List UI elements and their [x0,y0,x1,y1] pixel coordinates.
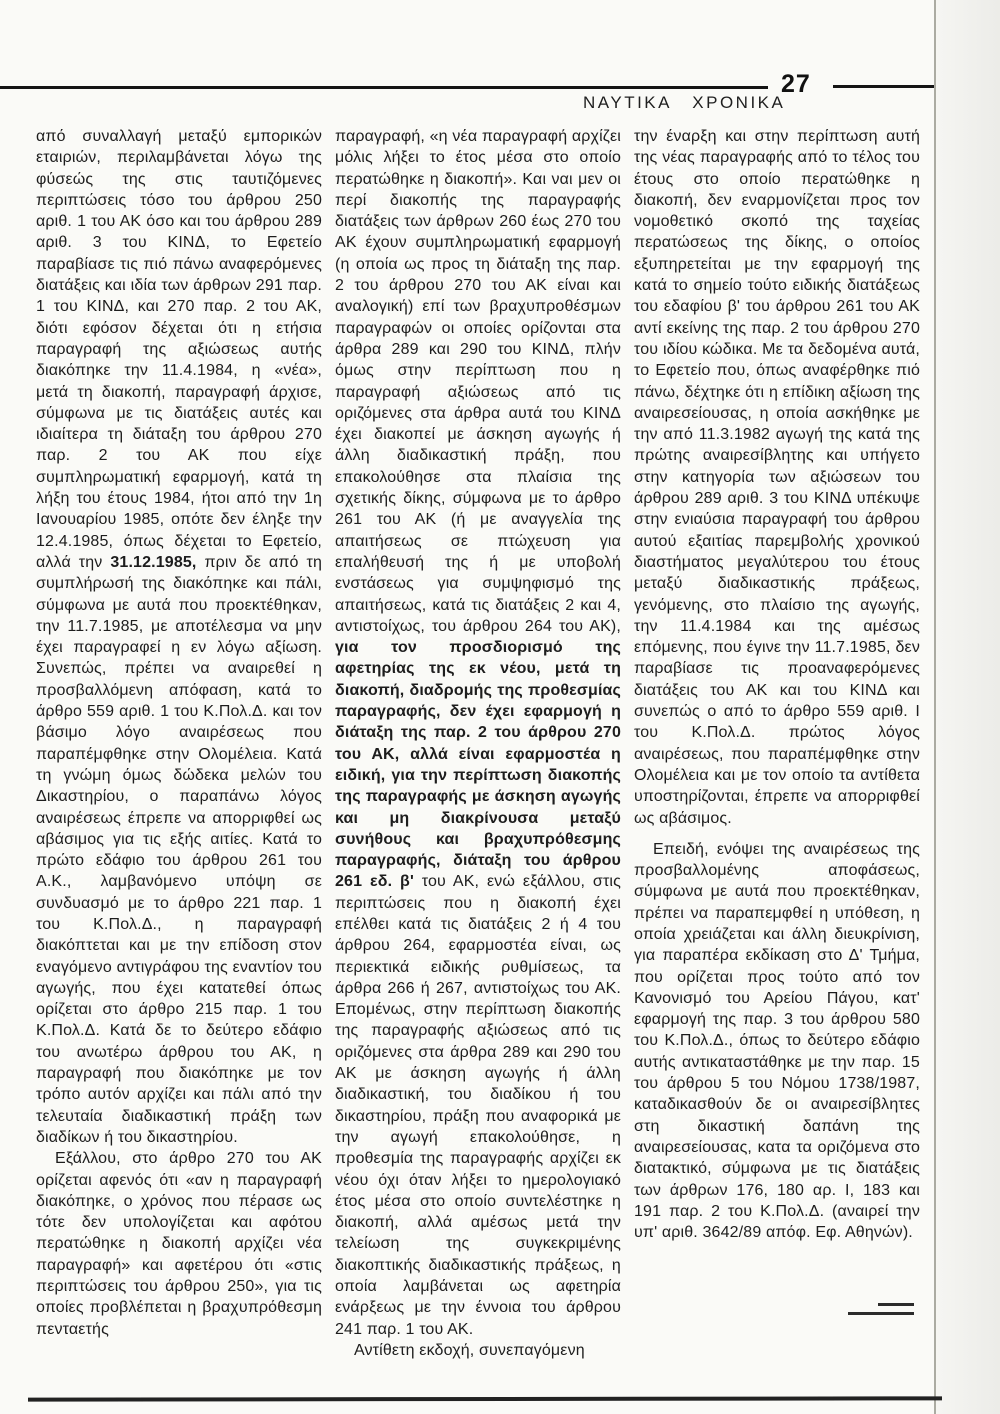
text-run: πριν δε από τη συμπλήρωσή της διακόπηκε και πάλι, σύμφωνα με αυτά που προεκτέθηκαν, την 11.7.1985, με αποτέλεσμα να μην έχει παραγραφεί η εν λόγω αξίωση. Συνεπώς, πρέπει να αναιρεθεί η προσβαλλόμενη απόφαση, κατά το άρθρο 559 αριθ. 1 του Κ.Πολ.Δ. και τον βάσιμο λόγο αναιρέσεως που παραπέμφθηκε στην Ολομέλεια. Κατά τη γνώμη όμως δώδεκα μελών του Δικαστηρίου, ο παραπάνω λόγος αναιρέσεως έπρεπε να απορριφθεί ως αβάσιμος για τις εξής αιτίες. Κατά το πρώτο εδάφιο του άρθρου 261 του Α.Κ., λαμβανόμενο υπόψη σε συνδυασμό με το άρθρο 221 παρ. 1 του Κ.Πολ.Δ., η παραγραφή διακόπτεται και με την επίδοση στον εναγόμενο αντιγράφου της εναντίον του αγωγής, που έχει κατατεθεί όπως ορίζεται στο άρθρο 215 παρ. 1 του Κ.Πολ.Δ. Κατά δε το δεύτερο εδάφιο του ανωτέρω άρθρου του ΑΚ, η παραγραφή που διακόπηκε με τον τρόπο αυτόν αρχίζει και πάλι από την τελευταία διαδικαστική πράξη των διαδίκων ή του δικαστηρίου. [36,553,322,1146]
paragraph [335,126,621,1340]
text-column-2 [335,126,621,1361]
page-number: 27 [781,70,811,98]
header-rule-right [833,85,936,88]
scan-edge-right-shade [936,0,1000,1414]
bold-text-run: για τον προσδιορισμό της αφετηρίας της εκ νέου, μετά τη διακοπή, διαδρομής της προθεσμίας παραγραφής, δεν έχει εφαρμογή η διάταξη της παρ. 2 του άρθρου 270 του ΑΚ, αλλά είναι εφαρμοστέα η ειδική, για την περίπτωση διακοπής της παραγραφής με άσκηση αγωγής και μη διακρίνουσα μεταξύ συνήθους και βραχυπρόθεσμης παραγραφής, διάταξη του άρθρου 261 εδ. β' [335,639,621,891]
paragraph [335,1340,621,1361]
bold-text-run: 31.12.1985, [110,553,197,571]
paragraph [36,126,322,1148]
end-of-article-mark [848,1303,914,1315]
scan-edge-bottom-line [28,1396,942,1401]
text-run: του ΑΚ, ενώ εξάλλου, στις περιπτώσεις που η διακοπή έχει επέλθει κατά τις διατάξεις 2 ή 4 του άρθρου 264, εφαρμοστέα είναι, ως περιεκτικά ειδικής ρυθμίσεως, τα άρθρα 266 ή 267, αντιστοίχως του ΑΚ. Επομένως, στην περίπτωση διακοπής της παραγραφής αξιώσεως από τις οριζόμενες στα άρθρα 289 και 290 του ΑΚ με άσκηση αγωγής ή άλλη διαδικαστική, του διαδίκου ή του δικαστηρίου, πράξη που αναφορικά με την αγωγή επακολούθησε, η προθεσμία της παραγραφής αρχίζει εκ νέου όχι όταν λήξει το ημερολογιακό έτος μέσα στο οποίο συντελέστηκε η διακοπή, αλλά αμέσως μετά την τελείωση της συγκεκριμένης διακοπτικής διαδικαστικής πράξεως, η οποία λαμβάνεται ως αφετηρία ενάρξεως με την έννοια του άρθρου 241 παρ. 1 του ΑΚ. [335,873,621,1338]
text-run: Αντίθετη εκδοχή, συνεπαγόμενη [354,1341,585,1359]
end-mark-dash-top [878,1303,914,1306]
paragraph [36,1148,322,1340]
article-body [36,126,920,1361]
paragraph [634,839,920,1244]
text-run: Εξάλλου, στο άρθρο 270 του ΑΚ ορίζεται αφενός ότι «αν η παραγραφή διακόπηκε, ο χρόνος που πέρασε ως τότε δεν υπολογίζεται και αφότου περατώθηκε η διακοπή αρχίζει νέα παραγραφή» και αφετέρου ότι «στις περιπτώσεις του άρθρου 250», για τις οποίες προβλέπεται η βραχυπρόθεσμη πενταετής [36,1150,322,1338]
text-run: την έναρξη και στην περίπτωση αυτή της νέας παραγραφής από το τέλος του έτους στο οποίο περατώθηκε η διακοπή, δεν εναρμονίζεται προς τον νομοθετικό σκοπό της ταχείας περατώσεως της δίκης, ο οποίος εξυπηρετείται με την εφαρμογή της κατά το σημείο τούτο ειδικής διατάξεως του εδαφίου β' του άρθρου 261 του ΑΚ αντί εκείνης της παρ. 2 του άρθρου 270 του ιδίου κώδικα. Με τα δεδομένα αυτά, το Εφετείο που, όπως αναφέρθηκε πιό πάνω, δέχτηκε ότι η επίδικη αξίωση της αναιρεσείουσας, η οποία ασκήθηκε με την από 11.3.1982 αγωγή της κατά της πρώτης αναιρεσίβλητης και υπήγετο στην κατηγορία των αξιώσεων του άρθρου 289 αριθ. 3 του ΚΙΝΔ υπέκυψε στην ενιαύσια παραγραφή του άρθρου αυτού εξαιτίας παρεμβολής χρονικού διαστήματος μεγαλύτερου του έτους μεταξύ διαδικαστικής πράξεως, γενόμενης, στο πλαίσιο της αγωγής, την 11.4.1984 και της αμέσως επόμενης, που έγινε την 11.7.1985, δεν παραβίασε τις προαναφερόμενες διατάξεις του ΑΚ και του ΚΙΝΔ και συνεπώς ο από το άρθρο 559 αριθ. Ι του Κ.Πολ.Δ. πρώτος λόγος αναιρέσεως, που παραπέμφθηκε στην Ολομέλεια και με τον οποίο τα αντίθετα υποστηρίζονται, έπρεπε να απορριφθεί ως αβάσιμος. [634,128,920,827]
text-run: Επειδή, ενόψει της αναιρέσεως της προσβαλλομένης αποφάσεως, σύμφωνα με αυτά που προεκτέθηκαν, πρέπει να παραπεμφθεί η υπόθεση, η οποία χρειάζεται και άλλη διευκρίνιση, για παραπέρα εκδίκαση στο Δ' Τμήμα, που ορίζεται προς τούτο από τον Κανονισμό του Αρείου Πάγου, κατ' εφαρμογή της παρ. 3 του άρθρου 580 του Κ.Πολ.Δ., όπως το δεύτερο εδάφιο αυτής αντικαταστάθηκε με την παρ. 15 του άρθρου 5 του Νόμου 1738/1987, καταδικασθούν δε οι αναιρεσίβλητες στη δικαστική δαπάνη της αναιρεσείουσας, κατα τα οριζόμενα στο διατακτικό, σύμφωνα με τις διατάξεις των άρθρων 176, 180 αρ. Ι, 183 και 191 παρ. 2 του Κ.Πολ.Δ. (αναιρεί την υπ' αριθ. 3642/89 απόφ. Εφ. Αθηνών). [634,840,920,1242]
text-column-3 [634,126,920,1361]
text-run: παραγραφή, «η νέα παραγραφή αρχίζει μόλις λήξει το έτος μέσα στο οποίο περατώθηκε η διακοπή». Και ναι μεν οι περί διακοπής της παραγραφής διατάξεις των άρθρων 260 έως 270 του ΑΚ έχουν συμπληρωματική εφαρμογή (η οποία ως προς τη διάταξη της παρ. 2 του άρθρου 270 του ΑΚ είναι και αναλογική) επί των βραχυπροθέσμων παραγραφών οι οποίες ορίζονται στα άρθρα 289 και 290 του ΚΙΝΔ, πλήν όμως στην περίπτωση που η παραγραφή αξιώσεως από τις οριζόμενες στα άρθρα αυτά του ΚΙΝΔ έχει διακοπεί με άσκηση αγωγής ή άλλη διαδικαστική πράξη, που επακολούθησε στα πλαίσια της σχετικής δίκης, σύμφωνα με το άρθρο 261 του ΑΚ (ή με αναγγελία της απαιτήσεως σε πτώχευση για επαλήθευσή της ή με υποβολή ενστάσεως για συμψηφισμό της απαιτήσεως, κατά τις διατάξεις 2 και 4, αντιστοίχως, του άρθρου 264 του ΑΚ), [335,128,621,635]
header-rule-left [0,86,768,89]
journal-title: ΝΑΥΤΙΚΑ ΧΡΟΝΙΚΑ [583,93,786,112]
text-column-1 [36,126,322,1361]
paragraph [634,126,920,829]
text-run: από συναλλαγή μεταξύ εμπορικών εταιριών, περιλαμβάνεται λόγω της φύσεώς της στις ταυτιζόμενες περιπτώσεις τόσο του άρθρου 250 αριθ. 1 του ΑΚ όσο και του άρθρου 289 αριθ. 3 του ΚΙΝΔ, το Εφετείο παραβίασε τις πιό πάνω αναφερόμενες διατάξεις και ιδία των άρθρων 291 παρ. 1 του ΚΙΝΔ, και 270 παρ. 2 του ΑΚ, διότι εφόσον δέχεται ότι η ετήσια παραγραφή της αξιώσεως αυτής διακόπηκε την 11.4.1984, η «νέα», μετά τη διακοπή, παραγραφή άρχισε, σύμφωνα με τις διατάξεις αυτές και ιδιαίτερα τη διάταξη του άρθρου 270 παρ. 2 του ΑΚ που είχε συμπληρωματική εφαρμογή, κατά τη λήξη του έτους 1984, ήτοι από την 1η Ιανουαρίου 1985, οπότε δεν έληξε την 12.4.1985, όπως δέχεται το Εφετείο, αλλά την [36,128,322,571]
end-mark-dash-bottom [848,1312,914,1315]
